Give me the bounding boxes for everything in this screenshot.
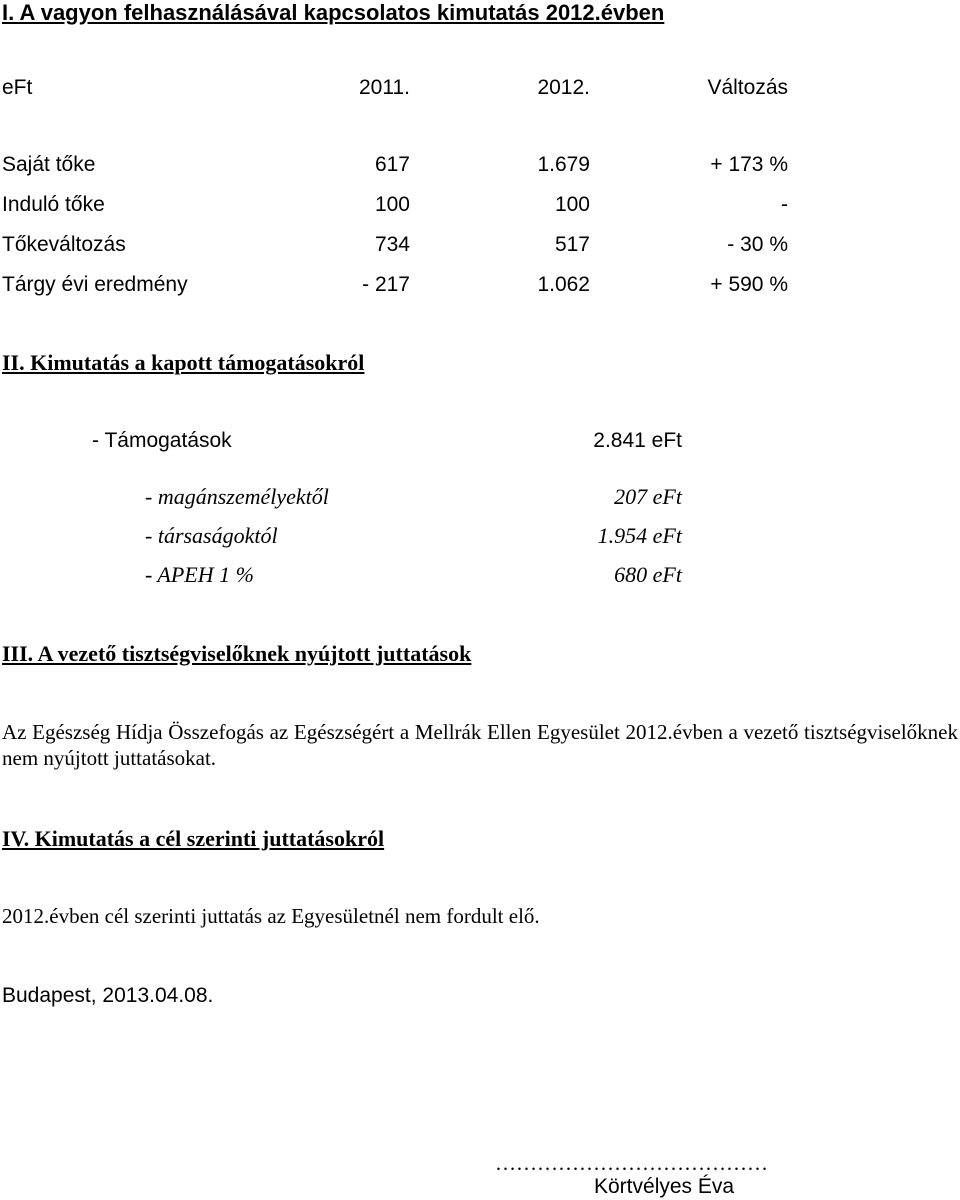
row-change: + 590 % <box>710 273 788 296</box>
row-value-2011: 734 <box>374 233 410 256</box>
header-2012: 2012. <box>537 76 590 99</box>
row-label: Saját tőke <box>2 153 96 176</box>
support-item-value: 680 eFt <box>614 562 682 587</box>
support-item-value: 207 eFt <box>614 484 682 509</box>
row-value-2012: 1.062 <box>537 273 590 296</box>
row-change: - <box>781 193 788 216</box>
row-label: Induló tőke <box>2 193 105 216</box>
section-4-title: IV. Kimutatás a cél szerinti juttatásokról <box>2 826 385 851</box>
section-4-paragraph: 2012.évben cél szerinti juttatás az Egyesületnél nem fordult elő. <box>2 904 540 928</box>
place-date: Budapest, 2013.04.08. <box>2 984 214 1007</box>
header-change: Változás <box>707 76 788 99</box>
row-value-2011: - 217 <box>362 273 410 296</box>
section-3-title: III. A vezető tisztségviselőknek nyújtott juttatások <box>2 641 472 666</box>
row-change: - 30 % <box>727 233 788 256</box>
support-total-label: - Támogatások <box>92 429 232 452</box>
section-2-title: II. Kimutatás a kapott támogatásokról <box>2 350 365 375</box>
row-value-2012: 100 <box>554 193 590 216</box>
header-unit: eFt <box>2 76 33 99</box>
support-item-label: - APEH 1 % <box>145 562 254 587</box>
row-change: + 173 % <box>710 153 788 176</box>
section-3-paragraph: Az Egészség Hídja Összefogás az Egészségért a Mellrák Ellen Egyesület 2012.évben a vezető tisztségviselőknek nem nyújtott juttatásokat. <box>2 720 958 770</box>
support-total-value: 2.841 eFt <box>593 429 682 452</box>
row-value-2011: 617 <box>374 153 410 176</box>
row-value-2012: 517 <box>554 233 590 256</box>
signature-name: Körtvélyes Éva <box>594 1175 735 1198</box>
support-item-label: - társaságoktól <box>145 523 278 548</box>
row-value-2011: 100 <box>374 193 410 216</box>
support-item-value: 1.954 eFt <box>597 523 682 548</box>
support-item-label: - magánszemélyektől <box>145 484 329 509</box>
signature-line: ………………………………… <box>495 1151 768 1175</box>
row-label: Tárgy évi eredmény <box>2 273 188 296</box>
section-1-title: I. A vagyon felhasználásával kapcsolatos kimutatás 2012.évben <box>2 0 665 25</box>
header-2011: 2011. <box>359 76 410 99</box>
row-label: Tőkeváltozás <box>2 233 126 256</box>
row-value-2012: 1.679 <box>537 153 590 176</box>
